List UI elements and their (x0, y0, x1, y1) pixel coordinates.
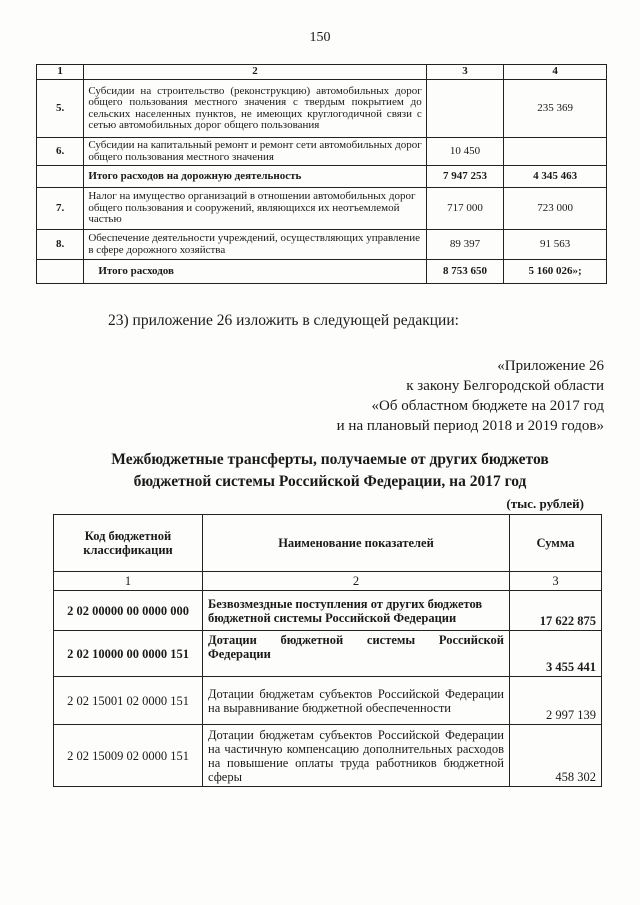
table-row (37, 80, 607, 138)
row-number (37, 260, 84, 284)
row-sum: 17 622 875 (510, 591, 602, 631)
amendment-instruction: 23) приложение 26 изложить в следующей редакции: (108, 312, 459, 329)
table-row-subtotal (37, 166, 607, 188)
appendix-line: «Об областном бюджете на 2017 год (371, 398, 604, 414)
title-line: Межбюджетные трансферты, получаемые от других бюджетов (111, 451, 549, 468)
row-name: Дотации бюджетам субъектов Российской Федерации на выравнивание бюджетной обеспеченности (203, 677, 510, 725)
row-name: Итого расходов на дорожную деятельность (84, 166, 426, 188)
row-name: Дотации бюджетной системы Российской Федерации (203, 631, 510, 677)
row-value-2017: 8 753 650 (426, 260, 504, 284)
table-row (54, 725, 602, 787)
col-header-2: 2 (84, 65, 426, 80)
col-header-1: 1 (37, 65, 84, 80)
appendix-line: и на плановый период 2018 и 2019 годов» (336, 418, 604, 434)
row-code: 2 02 15009 02 0000 151 (54, 725, 203, 787)
row-name: Субсидии на капитальный ремонт и ремонт сети автомобильных дорог общего пользования местного значения (84, 138, 426, 166)
row-name: Дотации бюджетам субъектов Российской Федерации на частичную компенсацию дополнительных расходов на повышение оплаты труда работников бюджетной сферы (203, 725, 510, 787)
expenses-table (36, 64, 607, 284)
row-value-2018: 4 345 463 (504, 166, 607, 188)
col-header-4: 4 (504, 65, 607, 80)
table-row (54, 591, 602, 631)
title-line: бюджетной системы Российской Федерации, на 2017 год (133, 473, 527, 490)
row-number: 5. (37, 80, 84, 138)
row-code: 2 02 00000 00 0000 000 (54, 591, 203, 631)
table-row (54, 631, 602, 677)
row-name: Налог на имущество организаций в отношении автомобильных дорог общего пользования и сооружений, являющихся их неотъемлемой частью (84, 188, 426, 230)
row-value-2018: 91 563 (504, 230, 607, 260)
row-value-2018: 5 160 026»; (504, 260, 607, 284)
row-value-2017: 89 397 (426, 230, 504, 260)
col-number-2: 2 (203, 572, 510, 591)
header-code: Код бюджетной классификации (54, 515, 203, 572)
row-code: 2 02 10000 00 0000 151 (54, 631, 203, 677)
column-number-row (54, 572, 602, 591)
row-value-2017: 717 000 (426, 188, 504, 230)
table-row (37, 138, 607, 166)
row-number (37, 166, 84, 188)
appendix-reference (284, 356, 604, 436)
table-row (54, 677, 602, 725)
col-header-3: 3 (426, 65, 504, 80)
table-row-total (37, 260, 607, 284)
appendix-line: к закону Белгородской области (406, 378, 604, 394)
row-value-2018: 235 369 (504, 80, 607, 138)
row-value-2018: 723 000 (504, 188, 607, 230)
row-name: Итого расходов (84, 260, 426, 284)
document-title (60, 449, 600, 493)
table-row (37, 188, 607, 230)
row-name: Обеспечение деятельности учреждений, осуществляющих управление в сфере дорожного хозяйства (84, 230, 426, 260)
row-value-2017: 7 947 253 (426, 166, 504, 188)
row-value-2018 (504, 138, 607, 166)
row-code: 2 02 15001 02 0000 151 (54, 677, 203, 725)
row-sum: 458 302 (510, 725, 602, 787)
table-header-row (37, 65, 607, 80)
table-row (37, 230, 607, 260)
table-header-row (54, 515, 602, 572)
transfers-table (53, 514, 602, 787)
units-label: (тыс. рублей) (506, 496, 584, 511)
header-name: Наименование показателей (203, 515, 510, 572)
header-sum: Сумма (510, 515, 602, 572)
row-sum: 3 455 441 (510, 631, 602, 677)
row-name: Безвозмездные поступления от других бюджетов бюджетной системы Российской Федерации (203, 591, 510, 631)
row-name: Субсидии на строительство (реконструкцию) автомобильных дорог общего пользования местного значения с твердым покрытием до сельских населенных пунктов, не имеющих круглогодичной связи с сетью автомобильных дорог общего пользования (84, 80, 426, 138)
col-number-1: 1 (54, 572, 203, 591)
row-number: 6. (37, 138, 84, 166)
row-value-2017: 10 450 (426, 138, 504, 166)
row-number: 7. (37, 188, 84, 230)
row-value-2017 (426, 80, 504, 138)
col-number-3: 3 (510, 572, 602, 591)
page-number: 150 (309, 30, 331, 45)
row-number: 8. (37, 230, 84, 260)
row-sum: 2 997 139 (510, 677, 602, 725)
appendix-line: «Приложение 26 (497, 358, 604, 374)
